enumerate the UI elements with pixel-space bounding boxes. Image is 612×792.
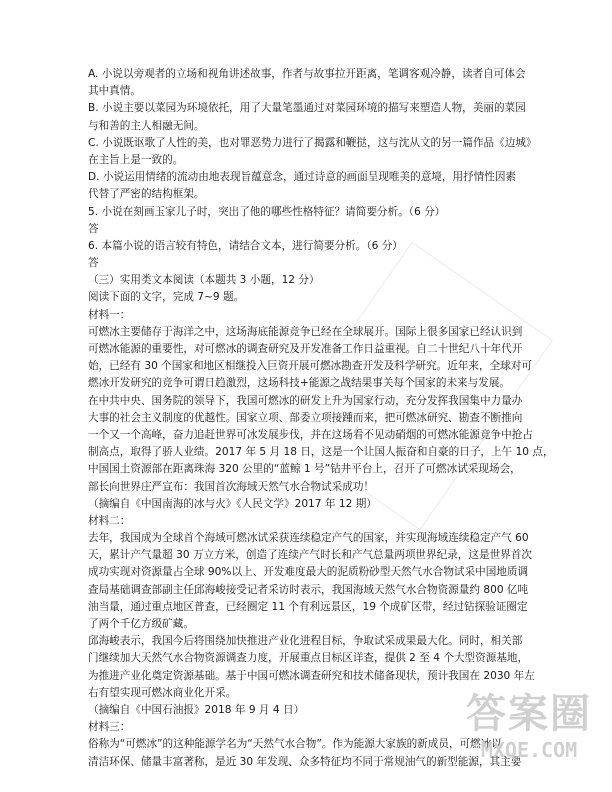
- logo-main-text: 答案圈: [466, 691, 592, 737]
- material-2-line: 邱海峻表示，我国今后将围绕加快推进产业化进程目标，争取试采成果最大化。同时，相关部: [88, 635, 523, 648]
- material-1-line: 始，已经有 30 个国家和地区相继投入巨资开展可燃冰勘查开发及科学研究。近年来，全球对可: [88, 360, 532, 373]
- material-1-line: 中国国土资源部在距离珠海 320 公里的“蓝鲸 1 号”钻井平台上，召开了可燃冰试采现场会，: [88, 463, 521, 476]
- material-1-line: 可燃冰能源的重要性，对可燃冰的调查研究及开发准备工作日益重视。自二十世纪八十年代开: [88, 343, 523, 355]
- material-1-source: （摘编自《中国南海的冰与火》《人民文学》2017 年 12 期）: [88, 497, 377, 510]
- site-logo-watermark: [454, 692, 604, 762]
- question-6: 6. 本篇小说的语言较有特色，请结合文本，进行简要分析。（6 分）: [88, 239, 403, 252]
- material-2-line: 油当量，通过重点地区普查，已经圈定 11 个有利远景区，19 个成矿区带，经过钻探验证圈定: [88, 600, 528, 613]
- material-3-line: 俗称为“可燃冰”的这种能源学名为“天然气水合物”。作为能源大家族的新成员，可燃冰以: [88, 738, 502, 751]
- material-2-line: 门继续加大天然气水合物资源调查力度，开展重点目标区详查，提供 2 至 4 个大型资源基地，: [88, 652, 529, 665]
- material-1-line: 大事的社会主义制度的优越性。国家立项、部委立项接踵而来，把可燃冰研究、勘查不断推向: [88, 411, 523, 424]
- material-2-heading: 材料二：: [88, 514, 131, 527]
- section-heading: （三）实用类文本阅读（本题共 3 小题，12 分）: [88, 274, 320, 287]
- option-b-line-1: B. 小说主要以菜园为环境依托，用了大量笔墨通过对菜园环境的描写来塑造人物，美丽的菜园: [88, 102, 526, 115]
- answer-label-6: 答: [88, 257, 99, 270]
- option-a-line-1: A. 小说以旁观者的立场和视角讲述故事，作者与故事拉开距离，笔调客观冷静，读者自可体会: [88, 68, 526, 80]
- material-2-line: 了两个千亿方级矿藏。: [88, 618, 194, 630]
- material-2-line: 成功实现对资源量占全球 90%以上、开发难度最大的泥质粉砂型天然气水合物试采中国地质调: [88, 566, 529, 579]
- answer-label-5: 答: [88, 222, 99, 235]
- option-c-line-1: C. 小说既讴歌了人性的美，也对罪恶势力进行了揭露和鞭挞，这与沈从文的另一篇作品《边城》: [88, 136, 537, 149]
- material-2-line: 为推进产业化奠定资源基础。基于中国可燃冰调查研究和技术储备现状，预计我国在 2030 年左: [88, 669, 535, 682]
- material-1-line: 部长向世界庄严宣布：我国首次海域天然气水合物试采成功！: [88, 480, 375, 493]
- material-2-line: 去年，我国成为全球首个海域可燃冰试采获连续稳定产气的国家，并实现海域连续稳定产气 60: [88, 532, 529, 545]
- material-1-line: 燃冰开发研究的竞争可谓日趋激烈，这场科技+能源之战结果事关每个国家的未来与发展。: [88, 377, 511, 390]
- material-1-line: 可燃冰主要储存于海洋之中，这场海底能源竞争已经在全球展开。国际上很多国家已经认识到: [88, 325, 523, 338]
- reading-instruction: 阅读下面的文字，完成 7~9 题。: [88, 291, 245, 304]
- option-a-line-2: 其中真情。: [88, 85, 141, 98]
- material-2-line: 查局基础调查部副主任邱海峻接受记者采访时表示，我国海域天然气水合物资源量约 800 亿吨: [88, 583, 529, 596]
- option-b-line-2: 与和善的主人相融无间。: [88, 119, 205, 132]
- material-3-heading: 材料三：: [88, 721, 131, 734]
- material-3-line: 清洁环保、储量丰富著称，是近 30 年发现、众多特征均不同于常规油气的新型能源，其主要: [88, 755, 522, 768]
- option-d-line-1: D. 小说运用情绪的流动由地表现旨蕴意念，通过诗意的画面呈现唯美的意境，用抒情性因素: [88, 171, 517, 184]
- question-5: 5. 小说在刻画玉家儿子时，突出了他的哪些性格特征？请简要分析。（6 分）: [88, 205, 446, 218]
- material-1-line: 一个又一个高峰，奋力追赶世界可冰发展步伐，并在这场看不见动硝烟的可燃冰能源竞争中抢占: [88, 428, 533, 441]
- material-2-line: 右有望实现可燃冰商业化开采。: [88, 686, 237, 699]
- material-2-source: （摘编自《中国石油报》2018 年 9 月 4 日）: [88, 703, 305, 716]
- option-c-line-2: 在主旨上是一致的。: [88, 153, 184, 166]
- option-d-line-2: 代替了严密的结构框架。: [88, 188, 205, 201]
- logo-sub-text: MXQE.COM: [480, 738, 578, 762]
- material-1-line: 在中共中央、国务院的领导下，我国可燃冰的研发上升为国家行动，充分发挥我国集中力量办: [88, 394, 523, 407]
- material-2-line: 天，累计产气量超 30 万立方米，创造了连续产气时长和产气总量两项世界纪录，这是世界首次: [88, 549, 532, 562]
- material-1-line: 制高点，取得了骄人业绩。2017 年 5 月 18 日，这是一个让国人振奋和自豪的日子，上午 10 点，: [88, 446, 554, 459]
- material-1-heading: 材料一：: [88, 308, 131, 321]
